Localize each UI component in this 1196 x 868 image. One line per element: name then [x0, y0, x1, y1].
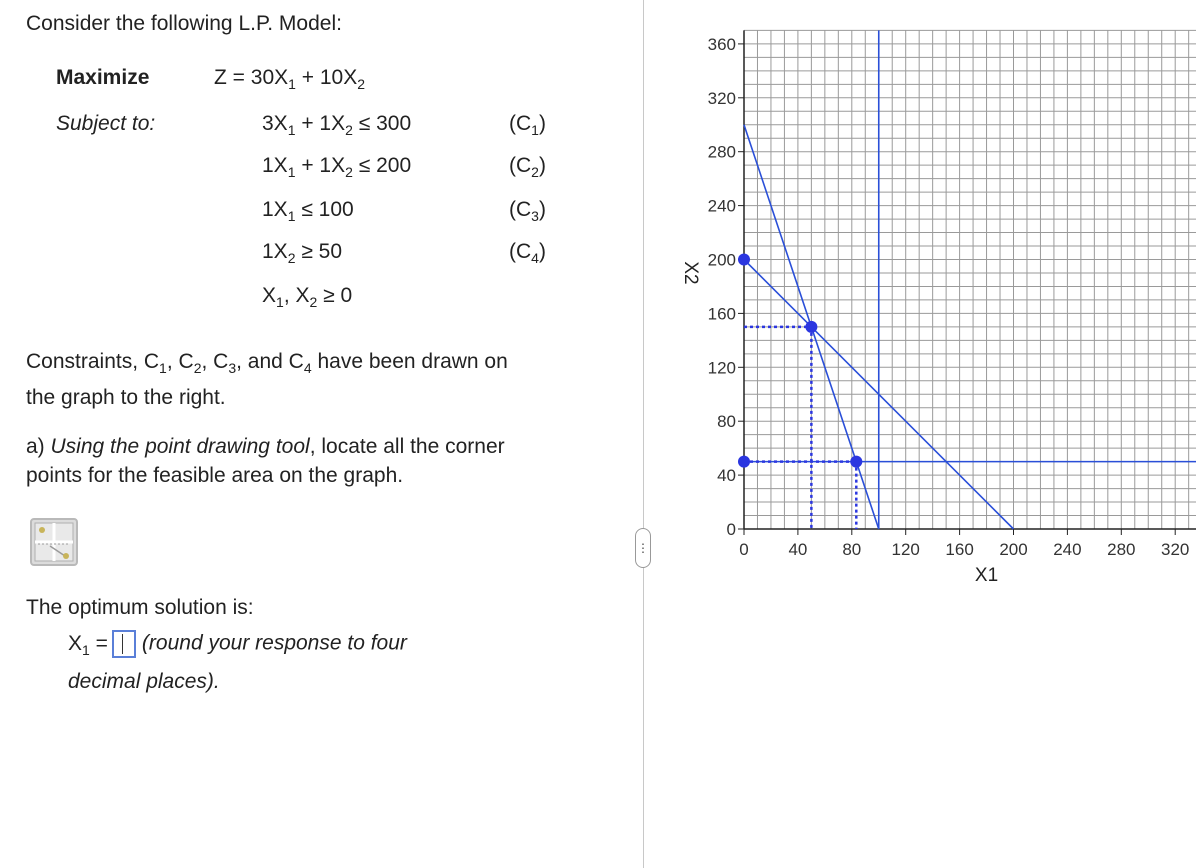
x-tick-label: 200	[999, 540, 1028, 559]
objective-function: $Z = 30X_1 + 10X_2$	[214, 66, 366, 92]
y-tick-label: 240	[707, 196, 736, 216]
x-tick-label: 280	[1107, 540, 1136, 559]
x-tick-label: 320	[1161, 540, 1190, 559]
constraints-note-line1: Constraints, $C_1$, $C_2$, $C_3$, and $C_4$ have been drawn on	[26, 350, 508, 376]
task-rest: , locate all the corner	[309, 435, 505, 458]
y-tick-label: 280	[707, 142, 736, 162]
constraint-4-tag: $(C_4)$	[509, 240, 546, 266]
y-tick-label: 360	[707, 34, 736, 54]
optimum-label: The optimum solution is:	[26, 596, 254, 619]
subject-to-label: Subject to:	[56, 112, 156, 135]
x-tick-label: 40	[788, 540, 808, 559]
constraint-4-expr: $1X_2 \ge 50$	[262, 240, 343, 266]
divider-handle[interactable]: ⋮	[635, 528, 651, 568]
constraint-2-expr: $1X_1 + 1X_2 \le 200$	[262, 154, 412, 180]
x-tick-label: 120	[891, 540, 920, 559]
task-prefix: a)	[26, 435, 51, 458]
y-axis-label: X2	[680, 261, 701, 285]
corner-point[interactable]	[805, 321, 817, 333]
lp-graph[interactable]	[648, 0, 1196, 600]
constraint-1-expr: $3X_1 + 1X_2 \le 300$	[262, 112, 412, 138]
nonnegativity: $X_1$, $X_2 \ge 0$	[262, 284, 353, 310]
task-line2: points for the feasible area on the graph.	[26, 464, 404, 487]
point-tool-icon	[32, 520, 76, 564]
x1-answer-row	[68, 630, 407, 658]
constraints-note-line2: the graph to the right.	[26, 386, 226, 409]
corner-point[interactable]	[738, 456, 750, 468]
x1-label: $X_1$ =	[68, 631, 108, 658]
y-tick-label: 160	[707, 304, 736, 324]
constraint-3-expr: $1X_1 \le 100$	[262, 198, 354, 224]
y-tick-label: 0	[726, 520, 736, 539]
y-tick-label: 40	[717, 466, 736, 486]
x-axis-label: X1	[974, 565, 999, 586]
x-tick-label: 80	[842, 540, 862, 559]
constraint-1-tag: $(C_1)$	[509, 112, 546, 138]
task-instructions	[26, 432, 586, 490]
corner-point[interactable]	[738, 254, 750, 266]
y-tick-label: 80	[717, 412, 736, 432]
x-tick-label: 160	[945, 540, 974, 559]
intro-text: Consider the following L.P. Model:	[26, 12, 342, 35]
constraint-2-tag: $(C_2)$	[509, 154, 546, 180]
constraint-3-tag: $(C_3)$	[509, 198, 546, 224]
x-tick-label: 240	[1053, 540, 1082, 559]
constraints-note	[26, 344, 626, 416]
round-note-line2: decimal places).	[68, 670, 220, 693]
y-tick-label: 200	[707, 250, 736, 270]
y-tick-label: 120	[707, 358, 736, 378]
task-tool-phrase: Using the point drawing tool	[50, 435, 310, 458]
point-drawing-tool-button[interactable]	[30, 518, 78, 566]
x-tick-label: 0	[739, 540, 749, 559]
round-note: (round your response to four	[141, 631, 407, 655]
panel-divider	[643, 0, 644, 868]
maximize-label: Maximize	[56, 66, 150, 89]
corner-point[interactable]	[850, 456, 862, 468]
x1-answer-input[interactable]	[112, 630, 136, 658]
y-tick-label: 320	[707, 88, 736, 108]
